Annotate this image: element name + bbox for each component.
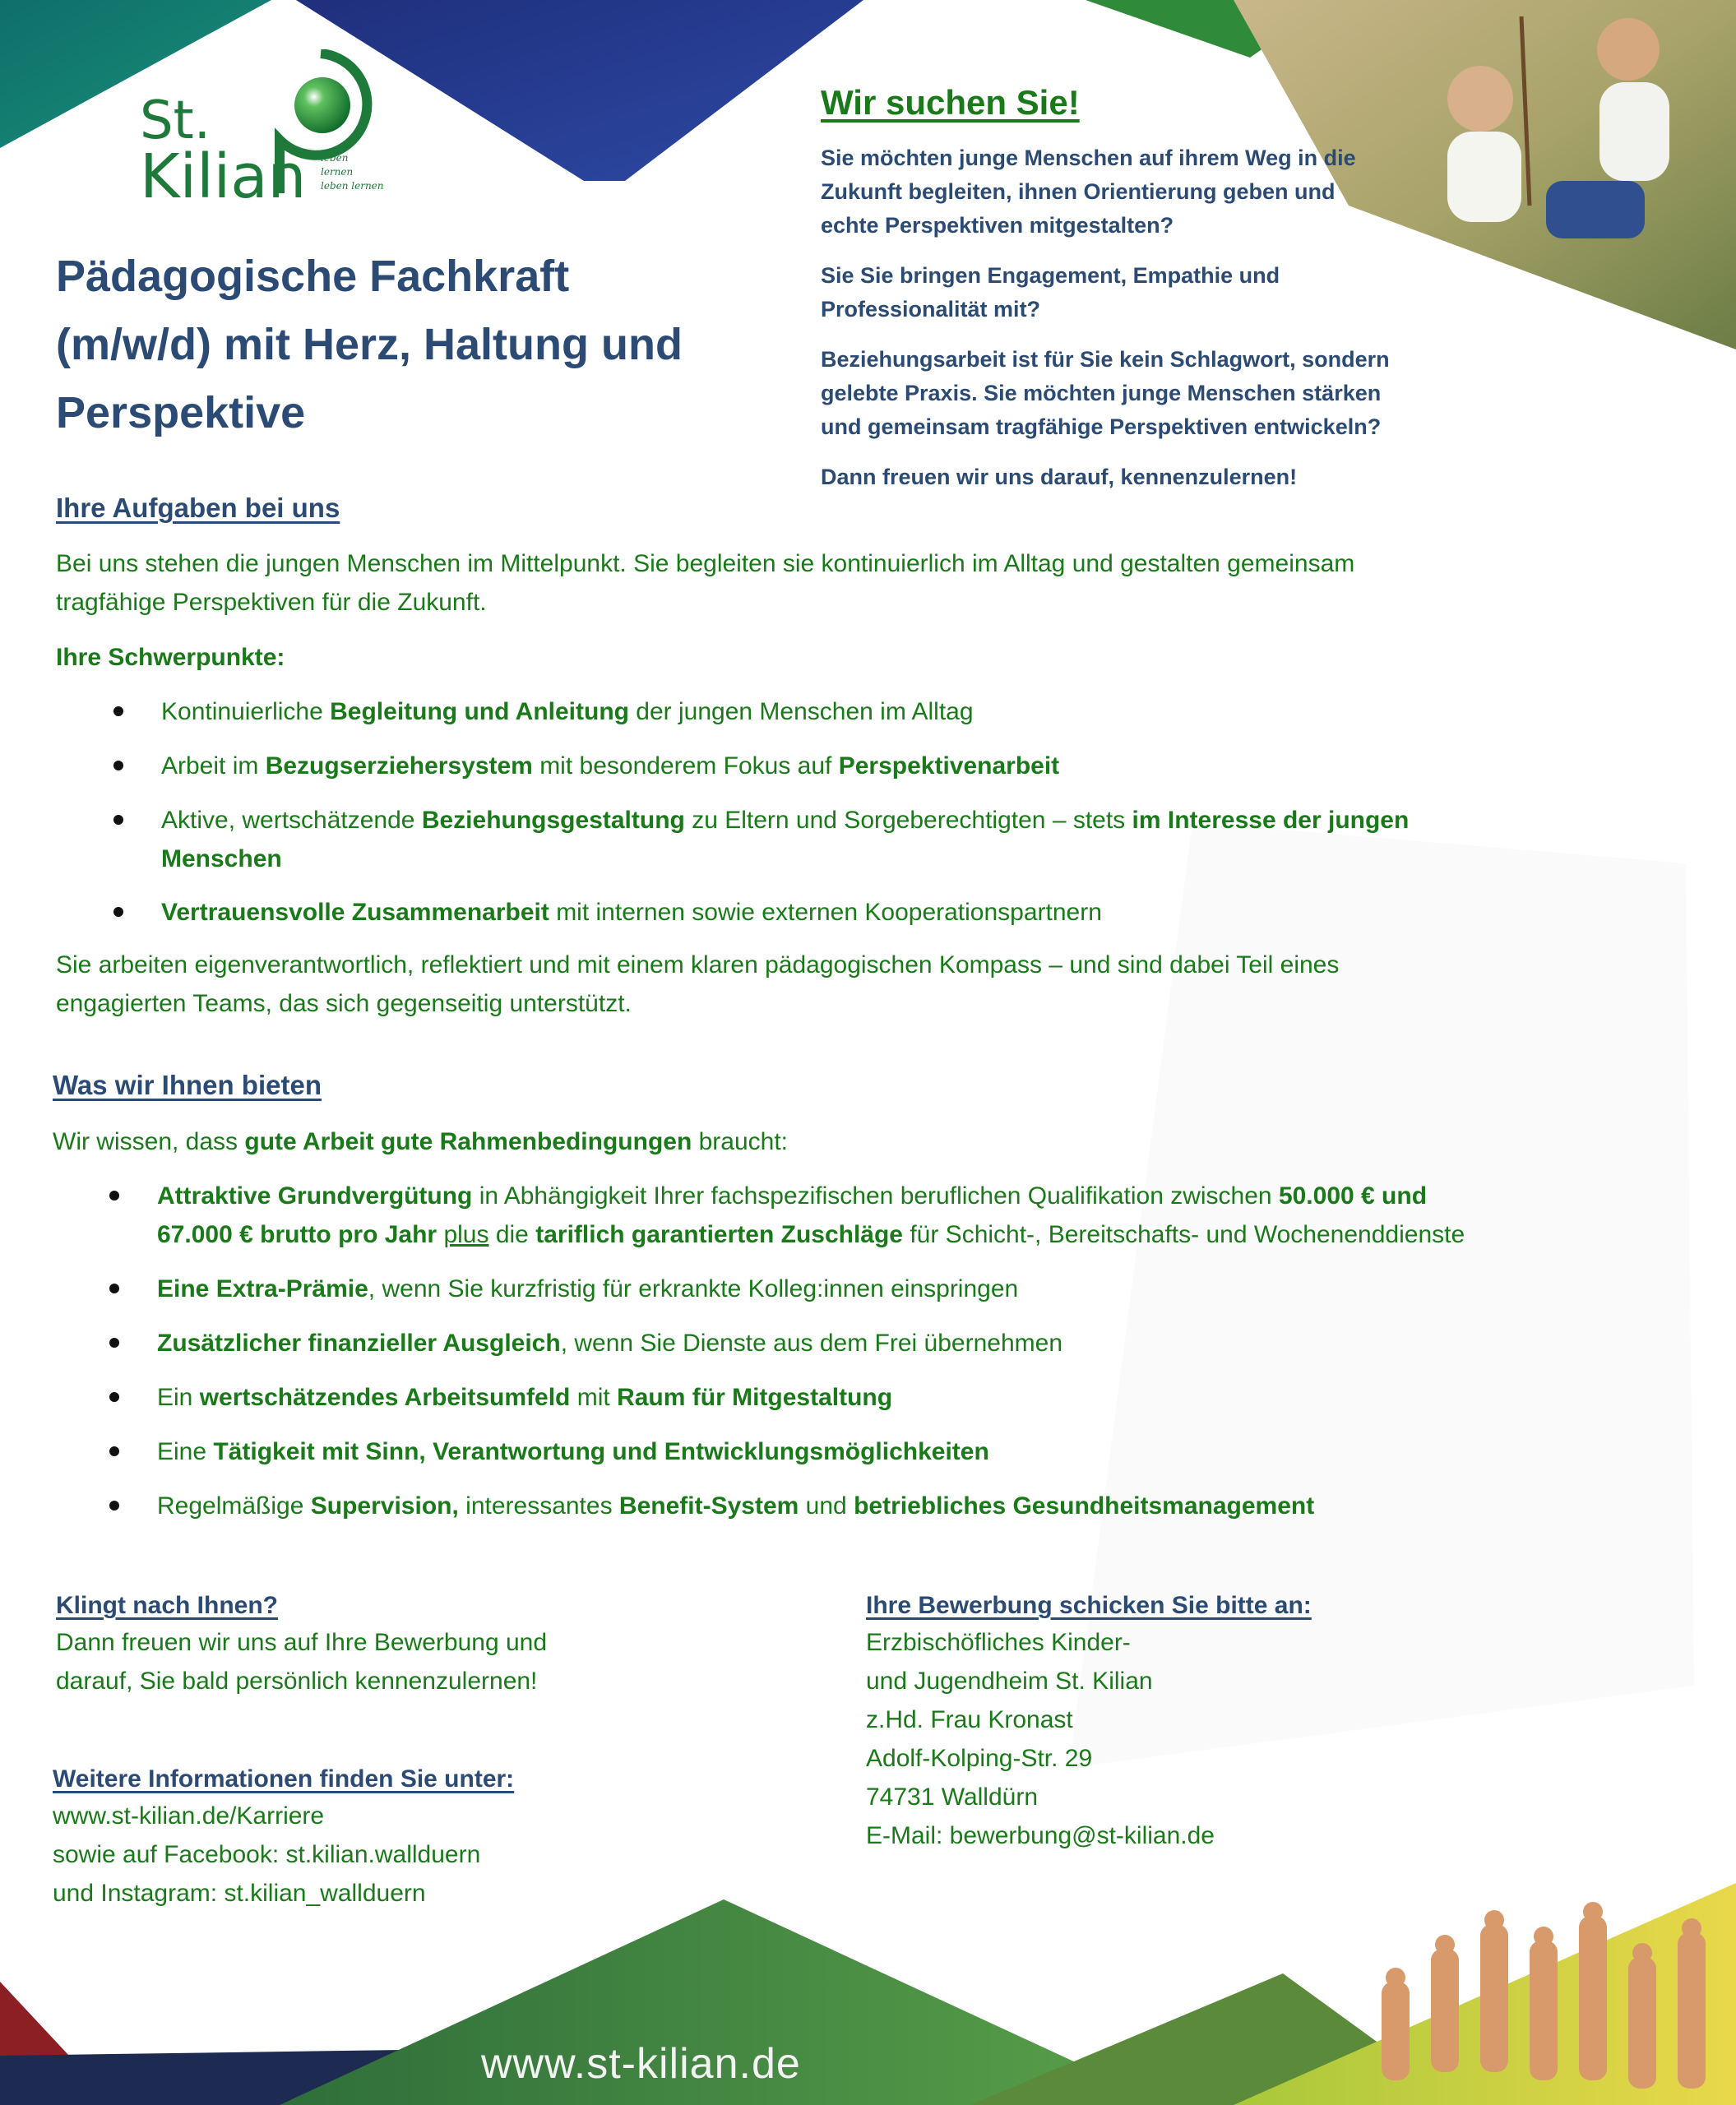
address-line: 74731 Walldürn	[866, 1783, 1039, 1811]
intro-paragraph-3	[821, 343, 1446, 444]
closing-line: Dann freuen wir uns auf Ihre Bewerbung und	[56, 1629, 548, 1656]
tasks-focus-heading: Ihre Schwerpunkte:	[56, 644, 285, 671]
closing-line: darauf, Sie bald persönlich kennenzulernen!	[56, 1668, 538, 1695]
bullet-dot	[113, 706, 123, 716]
address-line: Erzbischöfliches Kinder-	[866, 1629, 1131, 1656]
intro-box	[821, 82, 1446, 494]
task-bullet-3: Aktive, wertschätzende Beziehungsgestaltung zu Eltern und Sorgeberechtigten – stets im Interesse der jungen Menschen	[161, 807, 1410, 872]
logo-name-top: St.	[140, 90, 211, 151]
intro-paragraph-1	[821, 141, 1446, 243]
tasks-outro-line: Sie arbeiten eigenverantwortlich, reflektiert und mit einem klaren pädagogischen Kompass – und sind dabei Teil eines	[56, 951, 1340, 978]
bullet-dot	[109, 1392, 119, 1402]
intro-paragraph-4	[821, 460, 1446, 494]
apply-address	[866, 1623, 1606, 1855]
address-line: und Jugendheim St. Kilian	[866, 1668, 1153, 1695]
offer-bullet-5: Eine Tätigkeit mit Sinn, Verantwortung und Entwicklungsmöglichkeiten	[157, 1438, 989, 1465]
bullet-dot	[109, 1338, 119, 1348]
logo-tagline-1: leben	[321, 152, 349, 164]
bullet-dot	[109, 1191, 119, 1201]
apply-block	[866, 1589, 1606, 1855]
bullet-dot	[113, 907, 123, 917]
logo-tagline-3: leben lernen	[321, 180, 384, 192]
closing-block	[56, 1589, 796, 1700]
tasks-heading: Ihre Aufgaben bei uns	[56, 493, 340, 523]
closing-heading: Klingt nach Ihnen?	[56, 1592, 278, 1619]
title-line-1: Pädagogische Fachkraft	[56, 252, 570, 301]
website-link[interactable]: www.st-kilian.de/Karriere	[53, 1802, 325, 1830]
bullet-dot	[109, 1446, 119, 1456]
bullet-dot	[113, 815, 123, 825]
bullet-dot	[109, 1501, 119, 1511]
bullet-dot	[109, 1284, 119, 1293]
offer-bullet-4: Ein wertschätzendes Arbeitsumfeld mit Raum für Mitgestaltung	[157, 1384, 893, 1411]
intro-line: Sie Sie bringen Engagement, Empathie und	[821, 263, 1280, 288]
offer-intro: Wir wissen, dass gute Arbeit gute Rahmenbedingungen braucht:	[53, 1128, 789, 1155]
offer-bullet-6: Regelmäßige Supervision, interessantes Benefit-System und betriebliches Gesundheitsmanagement	[157, 1492, 1315, 1520]
footer-url[interactable]: www.st-kilian.de	[481, 2040, 801, 2088]
title-line-2: (m/w/d) mit Herz, Haltung und	[56, 320, 683, 369]
instagram-link[interactable]: und Instagram: st.kilian_wallduern	[53, 1880, 426, 1907]
intro-line: Sie möchten junge Menschen auf ihrem Weg in die	[821, 146, 1356, 170]
offer-heading: Was wir Ihnen bieten	[53, 1070, 322, 1100]
page-title	[56, 243, 796, 447]
intro-line: gelebte Praxis. Sie möchten junge Menschen stärken	[821, 381, 1382, 405]
intro-paragraph-2	[821, 259, 1446, 326]
offer-bullet-3: Zusätzlicher finanzieller Ausgleich, wenn Sie Dienste aus dem Frei übernehmen	[157, 1330, 1063, 1357]
intro-line: Beziehungsarbeit ist für Sie kein Schlagwort, sondern	[821, 347, 1390, 372]
tasks-outro-line: engagierten Teams, das sich gegenseitig unterstützt.	[56, 990, 632, 1017]
intro-line: echte Perspektiven mitgestalten?	[821, 213, 1174, 238]
address-line: Adolf-Kolping-Str. 29	[866, 1745, 1093, 1772]
task-bullet-1: Kontinuierliche Begleitung und Anleitung der jungen Menschen im Alltag	[161, 698, 974, 725]
more-info-heading: Weitere Informationen finden Sie unter:	[53, 1765, 515, 1793]
tasks-intro-line: Bei uns stehen die jungen Menschen im Mittelpunkt. Sie begleiten sie kontinuierlich im Alltag und gestalten gemeinsam	[56, 550, 1355, 577]
bullet-dot	[113, 761, 123, 770]
logo	[132, 49, 411, 214]
intro-line: und gemeinsam tragfähige Perspektiven entwickeln?	[821, 414, 1382, 439]
task-bullet-4: Vertrauensvolle Zusammenarbeit mit internen sowie externen Kooperationspartnern	[161, 899, 1102, 926]
intro-line: Dann freuen wir uns darauf, kennenzulernen!	[821, 465, 1298, 489]
closing-text	[56, 1623, 796, 1700]
title-line-3: Perspektive	[56, 388, 306, 437]
tasks-intro	[56, 544, 1618, 622]
intro-line: Zukunft begleiten, ihnen Orientierung geben und	[821, 179, 1336, 204]
tasks-outro	[56, 946, 1618, 1023]
apply-heading: Ihre Bewerbung schicken Sie bitte an:	[866, 1592, 1312, 1619]
intro-line: Professionalität mit?	[821, 297, 1041, 322]
logo-tagline-2: lernen	[321, 166, 354, 178]
offer-bullet-2: Eine Extra-Prämie, wenn Sie kurzfristig für erkrankte Kolleg:innen einspringen	[157, 1275, 1019, 1302]
email-link[interactable]: E-Mail: bewerbung@st-kilian.de	[866, 1822, 1215, 1849]
address-line: z.Hd. Frau Kronast	[866, 1706, 1073, 1733]
offer-bullet-1: Attraktive Grundvergütung in Abhängigkeit Ihrer fachspezifischen beruflichen Qualifikation zwischen 50.000 € und 67.000 € brutto pro Jahr plus die tariflich garantierten Zuschläge für Schicht-, Bereitschafts- und Wochenenddienste	[157, 1182, 1465, 1248]
facebook-link[interactable]: sowie auf Facebook: st.kilian.wallduern	[53, 1841, 481, 1868]
more-info-block	[53, 1762, 793, 1913]
more-info-text	[53, 1797, 793, 1913]
logo-name-bottom: Kilian	[140, 141, 307, 212]
intro-heading: Wir suchen Sie!	[821, 83, 1080, 122]
task-bullet-2: Arbeit im Bezugserziehersystem mit besonderem Fokus auf Perspektivenarbeit	[161, 752, 1060, 780]
tasks-intro-line: tragfähige Perspektiven für die Zukunft.	[56, 589, 487, 616]
